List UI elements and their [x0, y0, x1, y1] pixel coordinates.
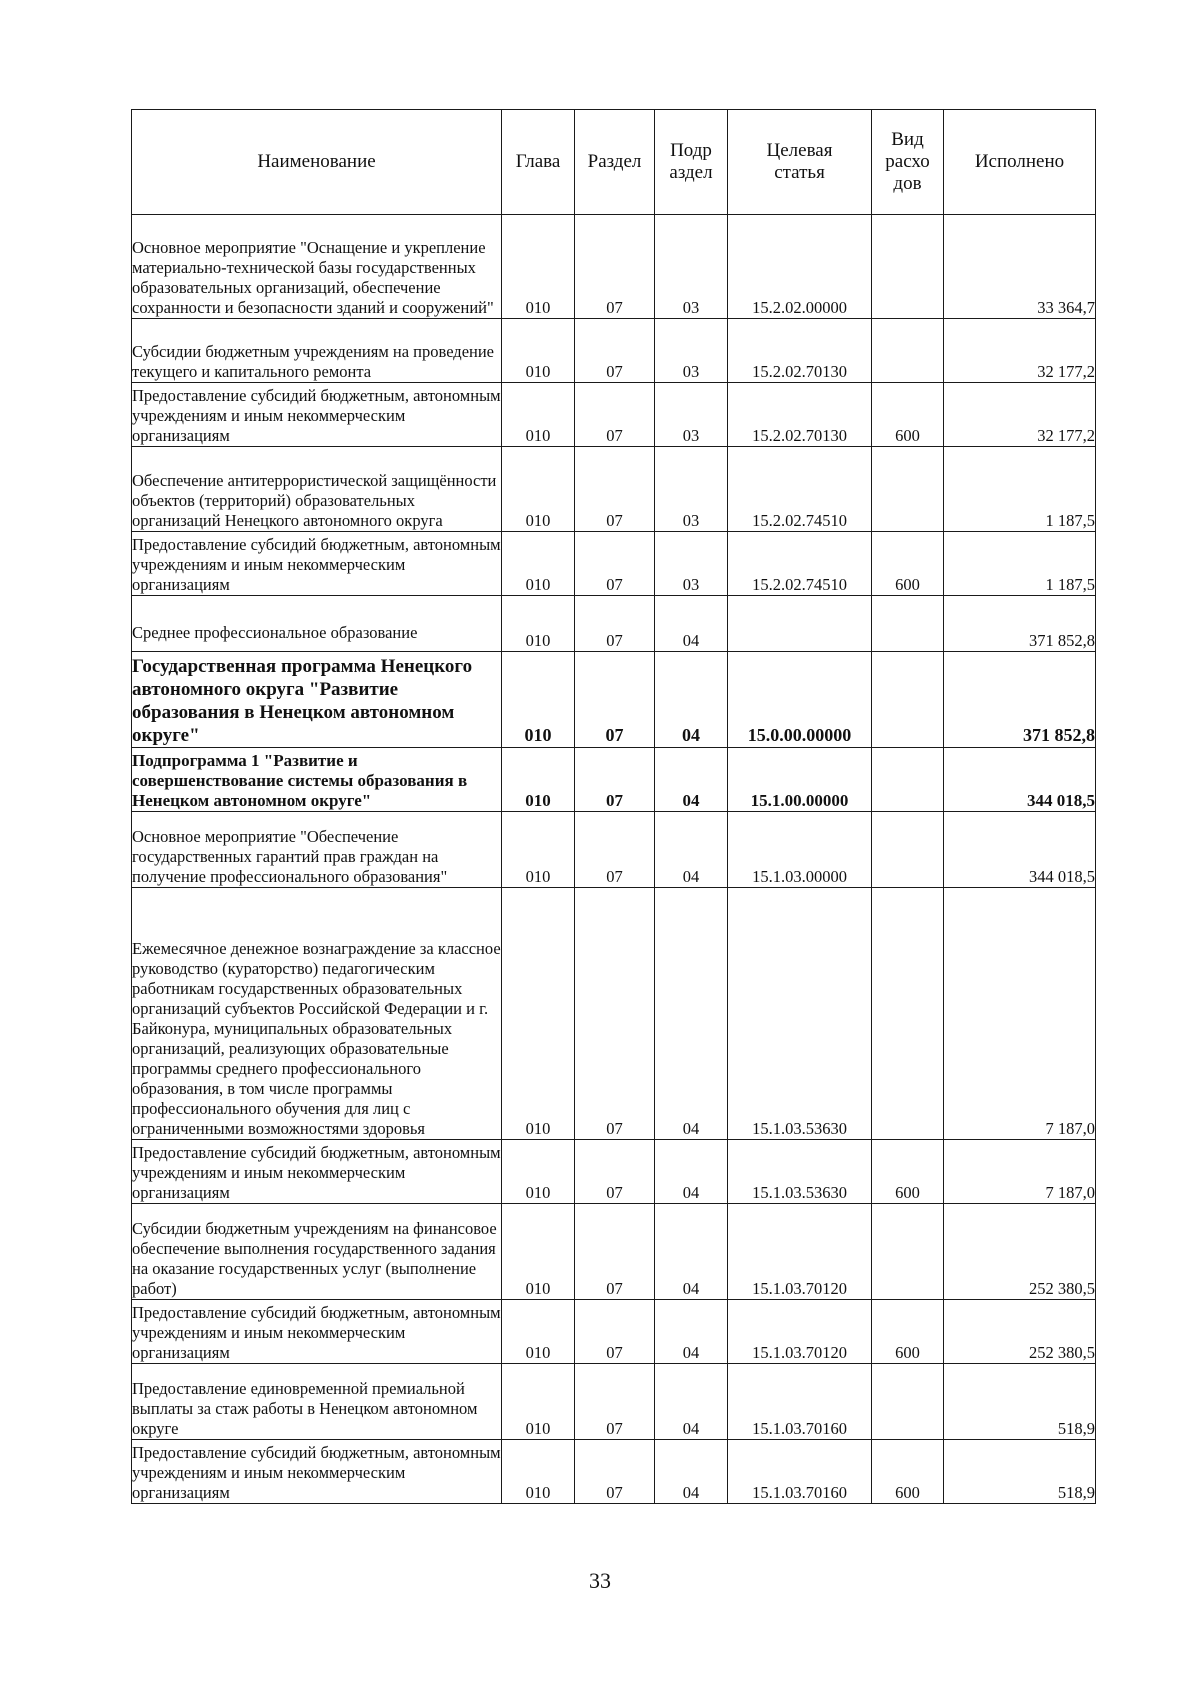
- row-chapter: 010: [502, 812, 575, 888]
- row-target: 15.1.03.00000: [728, 812, 872, 888]
- row-name: Предоставление субсидий бюджетным, автономным учреждениям и иным некоммерческим организациям: [132, 532, 502, 596]
- row-subsection: 03: [655, 383, 728, 447]
- table-row: [132, 1140, 1096, 1204]
- row-amount: 32 177,2: [944, 319, 1096, 383]
- row-target: 15.1.03.53630: [728, 888, 872, 1140]
- row-name: Ежемесячное денежное вознаграждение за классное руководство (кураторство) педагогическим работникам государственных образовательных организаций субъектов Российской Федерации и г. Байконура, муниципальных образовательных организаций, реализующих образовательные программы среднего профессионального образования, в том числе программы профессионального обучения для лиц с ограниченными возможностями здоровья: [132, 888, 502, 1140]
- table-row: [132, 215, 1096, 319]
- table-row: [132, 1364, 1096, 1440]
- row-subsection: 04: [655, 1364, 728, 1440]
- row-type: [872, 888, 944, 1140]
- row-subsection: 03: [655, 319, 728, 383]
- row-type: 600: [872, 383, 944, 447]
- row-amount: 344 018,5: [944, 748, 1096, 812]
- header-name: Наименование: [132, 110, 502, 215]
- row-amount: 371 852,8: [944, 652, 1096, 748]
- row-name: Среднее профессиональное образование: [132, 596, 502, 652]
- row-target: 15.0.00.00000: [728, 652, 872, 748]
- row-amount: 518,9: [944, 1440, 1096, 1504]
- table-row: [132, 447, 1096, 532]
- row-type: 600: [872, 1140, 944, 1204]
- row-chapter: 010: [502, 319, 575, 383]
- table-row: [132, 1204, 1096, 1300]
- row-section: 07: [575, 1140, 655, 1204]
- table-row: [132, 1440, 1096, 1504]
- row-type: [872, 1364, 944, 1440]
- row-section: 07: [575, 652, 655, 748]
- table-row: [132, 748, 1096, 812]
- row-name: Государственная программа Ненецкого автономного округа "Развитие образования в Ненецком автономном округе": [132, 652, 502, 748]
- table-header: [132, 110, 1096, 215]
- table-row: [132, 812, 1096, 888]
- row-type: [872, 596, 944, 652]
- row-section: 07: [575, 1300, 655, 1364]
- row-section: 07: [575, 812, 655, 888]
- row-subsection: 04: [655, 652, 728, 748]
- header-type-line1: Вид: [891, 129, 924, 150]
- table-row: [132, 652, 1096, 748]
- row-subsection: 03: [655, 215, 728, 319]
- row-chapter: 010: [502, 1300, 575, 1364]
- header-type: [872, 110, 944, 215]
- row-amount: 344 018,5: [944, 812, 1096, 888]
- row-type: [872, 812, 944, 888]
- row-chapter: 010: [502, 383, 575, 447]
- row-subsection: 04: [655, 1204, 728, 1300]
- row-type: [872, 652, 944, 748]
- row-name: Основное мероприятие "Обеспечение государственных гарантий прав граждан на получение профессионального образования": [132, 812, 502, 888]
- row-name: Предоставление единовременной премиальной выплаты за стаж работы в Ненецком автономном округе: [132, 1364, 502, 1440]
- row-subsection: 03: [655, 532, 728, 596]
- row-target: [728, 596, 872, 652]
- row-chapter: 010: [502, 532, 575, 596]
- row-chapter: 010: [502, 888, 575, 1140]
- row-amount: 32 177,2: [944, 383, 1096, 447]
- row-subsection: 03: [655, 447, 728, 532]
- row-section: 07: [575, 1364, 655, 1440]
- page-number: 33: [589, 1568, 611, 1593]
- header-executed: Исполнено: [944, 110, 1096, 215]
- row-type: [872, 1204, 944, 1300]
- table-row: [132, 532, 1096, 596]
- row-subsection: 04: [655, 812, 728, 888]
- table-row: [132, 1300, 1096, 1364]
- row-type: 600: [872, 1300, 944, 1364]
- header-target-line1: Целевая: [766, 140, 833, 161]
- row-name: Подпрограмма 1 "Развитие и совершенствование системы образования в Ненецком автономном округе": [132, 748, 502, 812]
- header-subsection: [655, 110, 728, 215]
- header-type-line2: расхо: [885, 151, 930, 172]
- row-type: [872, 748, 944, 812]
- row-target: 15.2.02.74510: [728, 532, 872, 596]
- table-row: [132, 383, 1096, 447]
- row-section: 07: [575, 447, 655, 532]
- row-amount: 371 852,8: [944, 596, 1096, 652]
- row-type: 600: [872, 1440, 944, 1504]
- budget-table: [131, 109, 1096, 1504]
- row-section: 07: [575, 596, 655, 652]
- row-name: Предоставление субсидий бюджетным, автономным учреждениям и иным некоммерческим организациям: [132, 1300, 502, 1364]
- row-chapter: 010: [502, 1204, 575, 1300]
- header-chapter: Глава: [502, 110, 575, 215]
- table-row: [132, 319, 1096, 383]
- header-subsection-line2: аздел: [669, 162, 713, 183]
- row-subsection: 04: [655, 1440, 728, 1504]
- row-chapter: 010: [502, 1364, 575, 1440]
- row-target: 15.1.03.70120: [728, 1300, 872, 1364]
- header-type-line3: дов: [893, 173, 922, 194]
- header-section: Раздел: [575, 110, 655, 215]
- row-type: 600: [872, 532, 944, 596]
- header-subsection-line1: Подр: [670, 140, 712, 161]
- row-chapter: 010: [502, 215, 575, 319]
- row-target: 15.1.00.00000: [728, 748, 872, 812]
- table-row: [132, 888, 1096, 1140]
- row-amount: 7 187,0: [944, 1140, 1096, 1204]
- row-amount: 33 364,7: [944, 215, 1096, 319]
- row-target: 15.1.03.70160: [728, 1440, 872, 1504]
- row-type: [872, 447, 944, 532]
- row-amount: 1 187,5: [944, 447, 1096, 532]
- row-chapter: 010: [502, 596, 575, 652]
- row-target: 15.2.02.00000: [728, 215, 872, 319]
- row-name: Предоставление субсидий бюджетным, автономным учреждениям и иным некоммерческим организациям: [132, 1440, 502, 1504]
- row-section: 07: [575, 319, 655, 383]
- header-target-line2: статья: [774, 162, 825, 183]
- row-chapter: 010: [502, 748, 575, 812]
- table-row: [132, 596, 1096, 652]
- row-subsection: 04: [655, 748, 728, 812]
- row-target: 15.1.03.70120: [728, 1204, 872, 1300]
- row-section: 07: [575, 215, 655, 319]
- row-chapter: 010: [502, 652, 575, 748]
- row-type: [872, 319, 944, 383]
- row-name: Субсидии бюджетным учреждениям на проведение текущего и капитального ремонта: [132, 319, 502, 383]
- row-amount: 252 380,5: [944, 1204, 1096, 1300]
- row-amount: 7 187,0: [944, 888, 1096, 1140]
- row-target: 15.2.02.74510: [728, 447, 872, 532]
- row-section: 07: [575, 1204, 655, 1300]
- row-subsection: 04: [655, 888, 728, 1140]
- row-chapter: 010: [502, 1440, 575, 1504]
- row-section: 07: [575, 748, 655, 812]
- row-name: Обеспечение антитеррористической защищённости объектов (территорий) образовательных организаций Ненецкого автономного округа: [132, 447, 502, 532]
- row-amount: 1 187,5: [944, 532, 1096, 596]
- row-type: [872, 215, 944, 319]
- row-subsection: 04: [655, 596, 728, 652]
- row-name: Основное мероприятие "Оснащение и укрепление материально-технической базы государственных образовательных организаций, обеспечение сохранности и безопасности зданий и сооружений": [132, 215, 502, 319]
- row-section: 07: [575, 532, 655, 596]
- row-chapter: 010: [502, 1140, 575, 1204]
- header-target: [728, 110, 872, 215]
- row-section: 07: [575, 888, 655, 1140]
- row-chapter: 010: [502, 447, 575, 532]
- row-subsection: 04: [655, 1300, 728, 1364]
- row-name: Предоставление субсидий бюджетным, автономным учреждениям и иным некоммерческим организациям: [132, 1140, 502, 1204]
- row-target: 15.2.02.70130: [728, 319, 872, 383]
- row-target: 15.2.02.70130: [728, 383, 872, 447]
- row-name: Субсидии бюджетным учреждениям на финансовое обеспечение выполнения государственного задания на оказание государственных услуг (выполнение работ): [132, 1204, 502, 1300]
- row-target: 15.1.03.53630: [728, 1140, 872, 1204]
- row-section: 07: [575, 383, 655, 447]
- row-section: 07: [575, 1440, 655, 1504]
- row-amount: 252 380,5: [944, 1300, 1096, 1364]
- row-amount: 518,9: [944, 1364, 1096, 1440]
- row-name: Предоставление субсидий бюджетным, автономным учреждениям и иным некоммерческим организациям: [132, 383, 502, 447]
- row-target: 15.1.03.70160: [728, 1364, 872, 1440]
- row-subsection: 04: [655, 1140, 728, 1204]
